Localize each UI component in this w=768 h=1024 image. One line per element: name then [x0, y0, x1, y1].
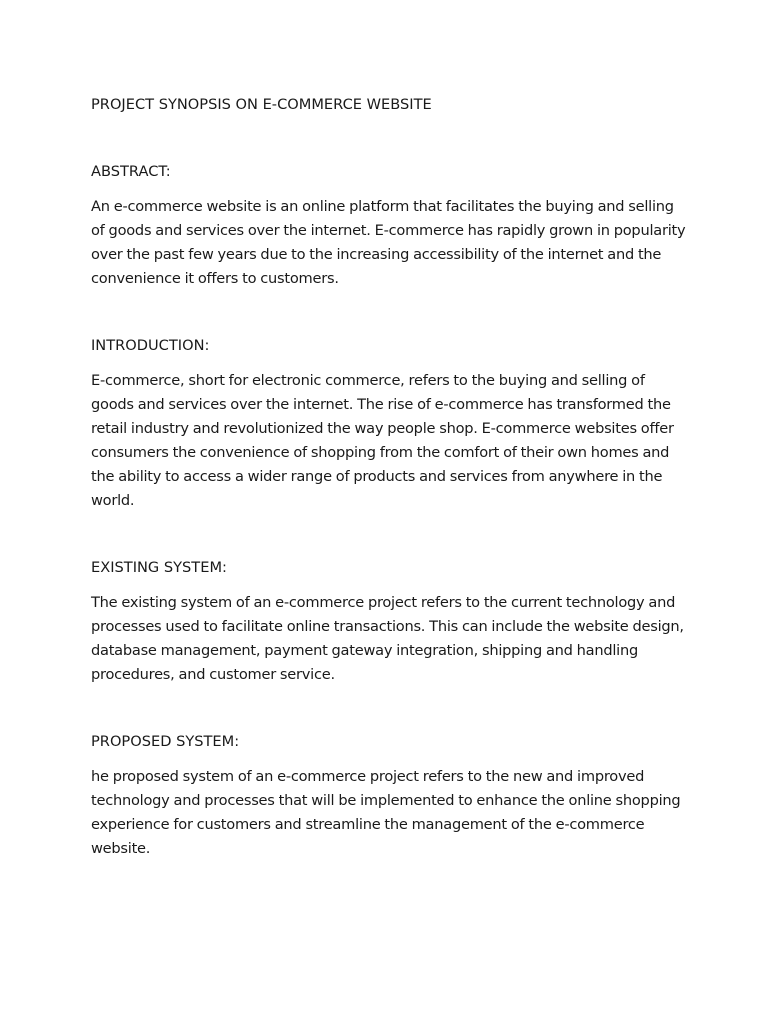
proposed-system-body: he proposed system of an e-commerce project refers to the new and improved technology and processes that will be implemented to enhance the online shopping experience for customers and streamline the management of the e-commerce website.	[91, 768, 681, 857]
introduction-heading: INTRODUCTION:	[91, 337, 210, 354]
existing-system-heading: EXISTING SYSTEM:	[91, 559, 227, 576]
introduction-body: E-commerce, short for electronic commerce, refers to the buying and selling of goods and services over the internet. The rise of e-commerce has transformed the retail industry and revolutionized the way people shop. E-commerce websites offer consumers the convenience of shopping from the comfort of their own homes and the ability to access a wider range of products and services from anywhere in the world.	[91, 372, 674, 509]
existing-system-body: The existing system of an e-commerce project refers to the current technology and processes used to facilitate online transactions. This can include the website design, database management, payment gateway integration, shipping and handling procedures, and customer service.	[91, 594, 684, 683]
document-title: PROJECT SYNOPSIS ON E-COMMERCE WEBSITE	[91, 96, 432, 113]
proposed-system-heading: PROPOSED SYSTEM:	[91, 733, 240, 750]
abstract-heading: ABSTRACT:	[91, 163, 171, 180]
document-page	[91, 93, 691, 861]
abstract-body: An e-commerce website is an online platform that facilitates the buying and selling of goods and services over the internet. E-commerce has rapidly grown in popularity over the past few years due to the increasing accessibility of the internet and the convenience it offers to customers.	[91, 198, 686, 287]
